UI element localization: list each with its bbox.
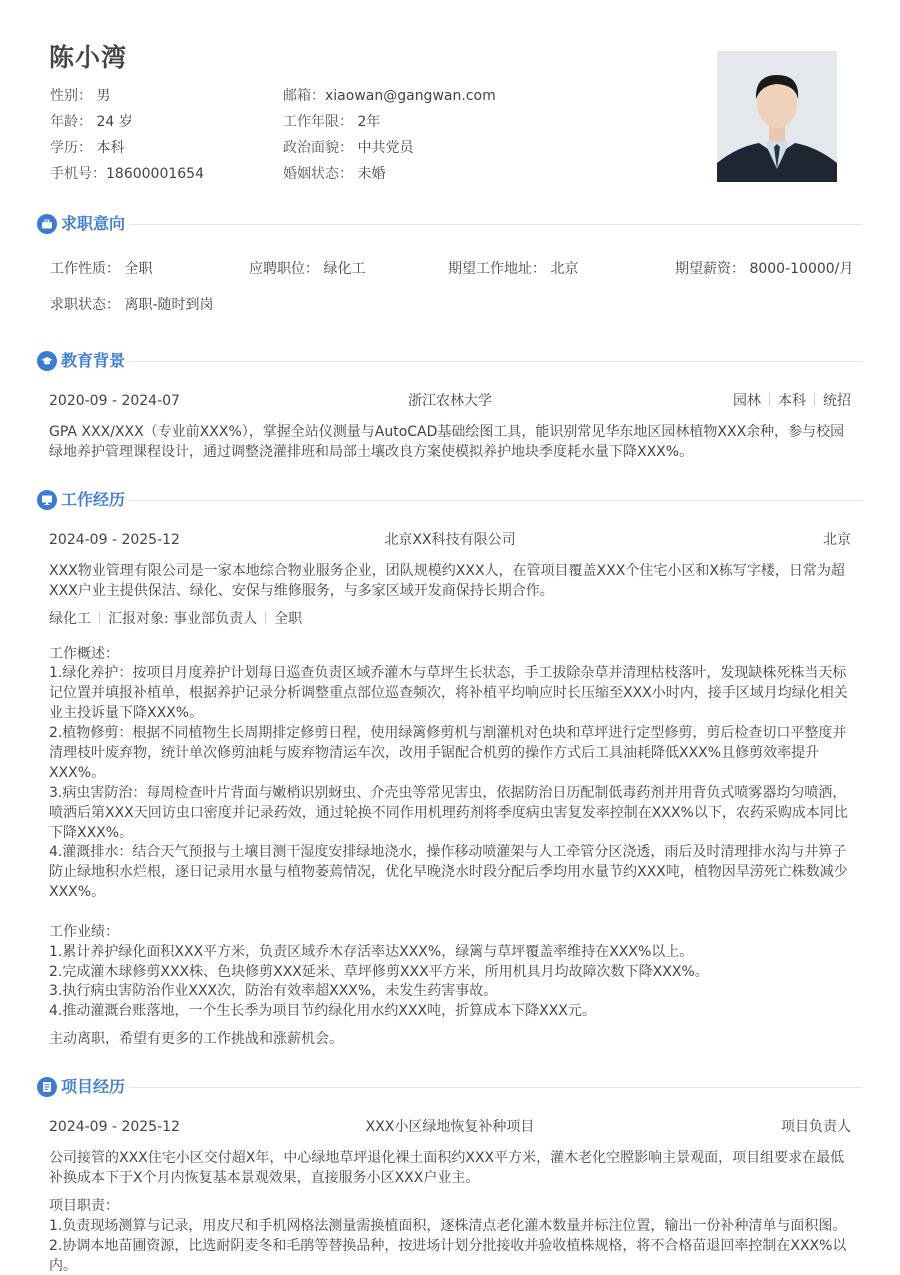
section-title: 教育背景 — [61, 351, 126, 370]
graduation-cap-icon — [37, 351, 57, 371]
info-marital: 婚姻状态： 未婚 — [283, 166, 386, 182]
work-company: 北京XX科技有限公司 — [384, 532, 516, 548]
education-meta: 园林 本科 统招 — [733, 393, 851, 409]
info-email: 邮箱：xiaowan@gangwan.com — [283, 88, 496, 104]
education-school: 浙江农林大学 — [408, 393, 492, 409]
info-phone: 手机号：18600001654 — [50, 166, 204, 182]
section-header-project — [37, 1075, 863, 1099]
work-achievements-title: 工作业绩： — [49, 924, 119, 940]
work-overview-item: 4.灌溉排水：结合天气预报与土壤目测干湿度安排绿地浇水，操作移动喷灌架与人工牵管分区浇透，雨后及时清理排水沟与井箅子防止绿地积水烂根，逐日记录用水量与植物萎蔫情况，优化早晚浇水时段分配后季均用水量节约XXX吨，植物因旱涝死亡株数减少XXX%。 — [49, 844, 848, 900]
info-age: 年龄： 24 岁 — [50, 114, 133, 130]
work-achievement-item: 4.推动灌溉台账落地，一个生长季为项目节约绿化用水约XXX吨，折算成本下降XXX元。 — [49, 1003, 596, 1019]
work-period: 2024-09 - 2025-12 — [49, 532, 180, 548]
intent-position: 应聘职位： 绿化工 — [249, 261, 366, 277]
info-political: 政治面貌： 中共党员 — [283, 140, 414, 156]
education-period: 2020-09 - 2024-07 — [49, 393, 180, 409]
info-gender: 性别： 男 — [50, 88, 111, 104]
education-description: GPA XXX/XXX（专业前XXX%），掌握全站仪测量与AutoCAD基础绘图工具，能识别常见华东地区园林植物XXX余种，参与校园绿地养护管理课程设计，通过调整浇灌排班和局部土壤改良方案使模拟养护地块季度耗水量下降XXX%。 — [49, 424, 845, 460]
section-title: 工作经历 — [61, 490, 126, 509]
divider — [129, 1087, 863, 1088]
work-achievement-item: 2.完成灌木球修剪XXX株、色块修剪XXX延米、草坪修剪XXX平方米，所用机具月均故障次数下降XXX%。 — [49, 964, 709, 980]
project-duty-item: 1.负责现场测算与记录，用皮尺和手机网格法测量需换植面积，逐株清点老化灌木数量并标注位置，输出一份补种清单与面积图。 — [49, 1218, 847, 1234]
section-header-intent — [37, 212, 863, 236]
intent-status: 求职状态： 离职-随时到岗 — [50, 297, 214, 313]
work-city: 北京 — [823, 532, 851, 548]
work-overview-item: 2.植物修剪：根据不同植物生长周期排定修剪日程，使用绿篱修剪机与割灌机对色块和草坪进行定型修剪，剪后检查切口平整度并清理枝叶废弃物，统计单次修剪油耗与废弃物清运车次，改用手锯配合机剪的操作方式后工具油耗降低XXX%且修剪效率提升XXX%。 — [49, 725, 847, 781]
profile-photo — [717, 51, 837, 182]
info-years: 工作年限： 2年 — [283, 114, 381, 130]
intent-nature: 工作性质： 全职 — [50, 261, 153, 277]
work-company-description: XXX物业管理有限公司是一家本地综合物业服务企业，团队规模约XXX人，在管项目覆盖XXX个住宅小区和X栋写字楼，日常为超XXX户业主提供保洁、绿化、安保与维修服务，与多家区域开发商保持长期合作。 — [49, 563, 845, 599]
project-description: 公司接管的XXX住宅小区交付超X年，中心绿地草坪退化裸土面积约XXX平方米，灌木老化空膛影响主景观面，项目组要求在最低补换成本下于X个月内恢复基本景观效果，直接服务小区XXX户业主。 — [49, 1150, 845, 1186]
work-achievement-item: 1.累计养护绿化面积XXX平方米，负责区域乔木存活率达XXX%，绿篱与草坪覆盖率维持在XXX%以上。 — [49, 944, 694, 960]
section-title: 求职意向 — [61, 214, 126, 233]
section-header-education — [37, 349, 863, 373]
project-period: 2024-09 - 2025-12 — [49, 1119, 180, 1135]
divider — [129, 500, 863, 501]
intent-salary: 期望薪资： 8000-10000/月 — [675, 261, 854, 277]
work-leave-reason: 主动离职，希望有更多的工作挑战和涨薪机会。 — [49, 1031, 343, 1047]
document-icon — [37, 1077, 57, 1097]
divider — [129, 224, 863, 225]
briefcase-icon — [37, 214, 57, 234]
info-education: 学历： 本科 — [50, 140, 125, 156]
project-role: 项目负责人 — [781, 1119, 851, 1135]
work-role-meta: 绿化工 汇报对象: 事业部负责人 全职 — [49, 611, 303, 627]
work-overview-item: 3.病虫害防治：每周检查叶片背面与嫩梢识别蚜虫、介壳虫等常见害虫，依据防治日历配制低毒药剂并用背负式喷雾器均匀喷洒，喷洒后第XXX天回访虫口密度并记录药效，通过轮换不同作用机理药剂将季度病虫害复发率控制在XXX%以下，农药采购成本同比下降XXX%。 — [49, 785, 848, 841]
work-achievement-item: 3.执行病虫害防治作业XXX次，防治有效率超XXX%，未发生药害事故。 — [49, 983, 498, 999]
project-name: XXX小区绿地恢复补种项目 — [365, 1119, 535, 1135]
section-title: 项目经历 — [61, 1077, 126, 1096]
monitor-icon — [37, 490, 57, 510]
intent-location: 期望工作地址： 北京 — [448, 261, 579, 277]
work-overview-title: 工作概述： — [49, 646, 119, 662]
divider — [129, 361, 863, 362]
section-header-work — [37, 488, 863, 512]
work-overview-item: 1.绿化养护：按项目月度养护计划每日巡查负责区域乔灌木与草坪生长状态，手工拔除杂草并清理枯枝落叶，发现缺株死株当天标记位置并填报补植单，根据养护记录分析调整重点部位巡查频次，将补植平均响应时长压缩至XXX小时内，接手区域月均绿化相关业主投诉量下降XXX%。 — [49, 665, 848, 721]
project-duty-item: 2.协调本地苗圃资源，比选耐阴麦冬和毛鹃等替换品种，按进场计划分批接收并验收植株规格，将不合格苗退回率控制在XXX%以内。 — [49, 1238, 847, 1274]
candidate-name: 陈小湾 — [49, 43, 128, 72]
project-duty-title: 项目职责： — [49, 1198, 119, 1214]
